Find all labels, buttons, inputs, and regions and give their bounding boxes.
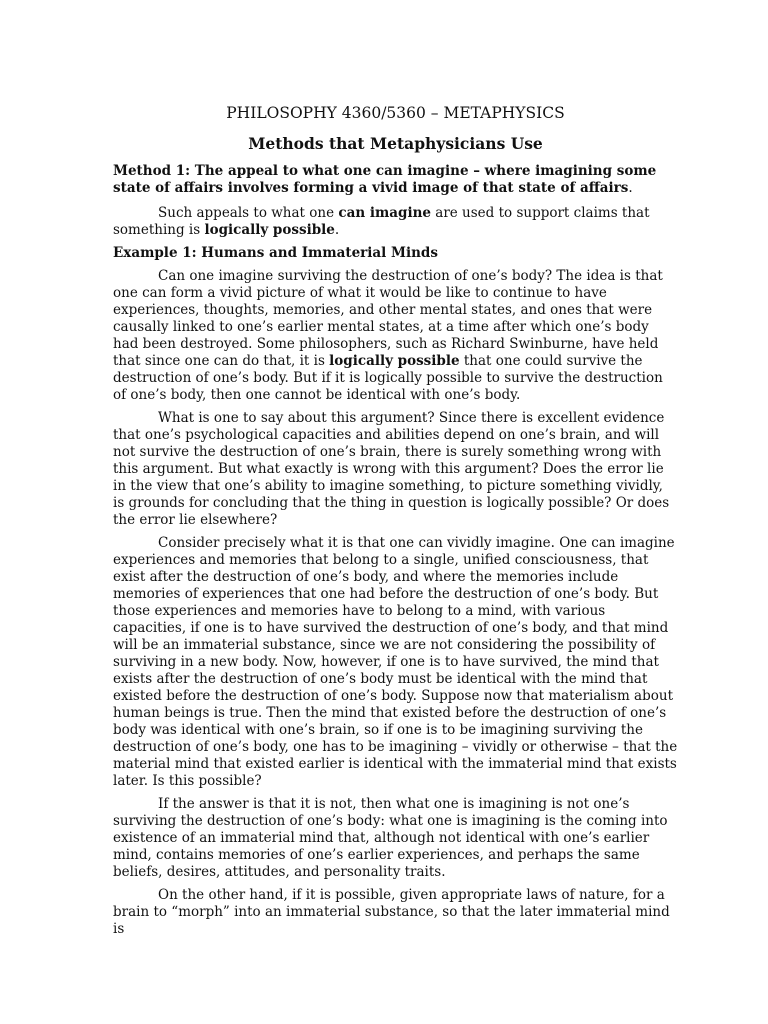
paragraph-1: [113, 268, 678, 404]
intro-bold-2: logically possible: [204, 222, 335, 238]
paragraph-4: If the answer is that it is not, then what one is imagining is not one’s surviving the destruction of one’s body: what one is imagining is the coming into existence of an immaterial mind that, although not identical with one’s earlier mind, contains memories of one’s earlier experiences, and perhaps the same beliefs, desires, attitudes, and personality traits.: [113, 796, 668, 880]
paragraph-3: Consider precisely what it is that one can vividly imagine. One can imagine experiences and memories that belong to a single, unified consciousness, that exist after the destruction of one’s body, and where the memories include memories of experiences that one had before the destruction of one’s body. But those experiences and memories have to belong to a mind, with various capacities, if one is to have survived the destruction of one’s body, and that mind will be an immaterial substance, since we are not considering the possibility of surviving in a new body. Now, however, if one is to have survived, the mind that exists after the destruction of one’s body must be identical with the mind that existed before the destruction of one’s body. Suppose now that materialism about human beings is true. Then the mind that existed before the destruction of one’s body was identical with one’s brain, so if one is to be imagining surviving the destruction of one’s body, one has to be imagining – vividly or otherwise – that the material mind that existed earlier is identical with the immaterial mind that exists later. Is this possible?: [113, 535, 678, 789]
intro-text-3: .: [334, 222, 340, 238]
paragraph-1-text-a: Can one imagine surviving the destruction of one’s body? The idea is that one can form a vivid picture of what it would be like to continue to have experiences, thoughts, memories, and other mental states, and ones that were causally linked to one’s earlier mental states, at a time after which one’s body had been destroyed. Some philosophers, such as Richard Swinburne, have held that since one can do that, it is: [113, 268, 663, 369]
example-1-heading: Example 1: Humans and Immaterial Minds: [113, 245, 438, 261]
intro-text-2: are used to support claims that something is: [113, 205, 650, 238]
intro-text-1: Such appeals to what one: [158, 205, 339, 221]
method-1-heading-text: Method 1: The appeal to what one can imagine – where imagining some state of affairs involves forming a vivid image of that state of affairs: [113, 163, 657, 196]
paragraph-5: On the other hand, if it is possible, given appropriate laws of nature, for a brain to “morph” into an immaterial substance, so that the later immaterial mind is: [113, 887, 670, 937]
document-body: [113, 104, 678, 944]
page-title: PHILOSOPHY 4360/5360 – METAPHYSICS: [226, 104, 565, 122]
method-1-heading-period: .: [628, 180, 633, 196]
page-subtitle: Methods that Metaphysicians Use: [248, 134, 543, 153]
paragraph-2: What is one to say about this argument? Since there is excellent evidence that one’s psychological capacities and abilities depend on one’s brain, and will not survive the destruction of one’s brain, there is surely something wrong with this argument. But what exactly is wrong with this argument? Does the error lie in the view that one’s ability to imagine something, to picture something vividly, is grounds for concluding that the thing in question is logically possible? Or does the error lie elsewhere?: [113, 410, 670, 528]
intro-paragraph: [113, 205, 678, 239]
intro-bold-1: can imagine: [338, 205, 431, 221]
method-1-heading: [113, 163, 678, 197]
paragraph-1-text-b: that one could survive the destruction of one’s body. But if it is logically possible to survive the destruction of one’s body, then one cannot be identical with one’s body.: [113, 353, 663, 403]
paragraph-1-bold: logically possible: [329, 353, 460, 369]
